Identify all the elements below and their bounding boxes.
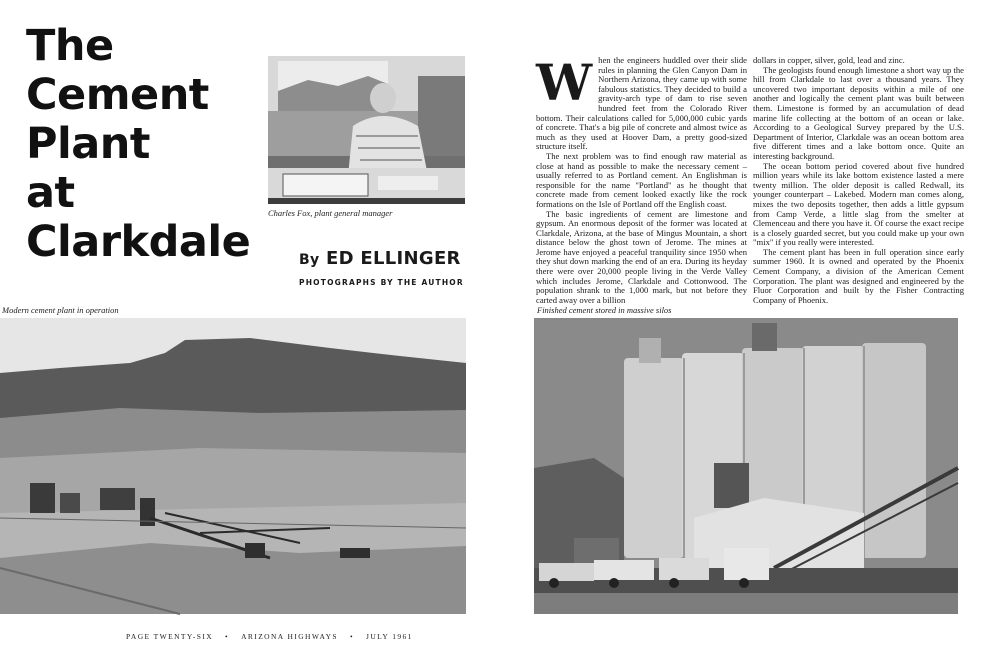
portrait-photo (268, 56, 465, 204)
paragraph: The next problem was to find enough raw material as close at hand as possible to make the necessary cement – usually referred to as Portland cement. An Englishman is responsible for the name "Portland" as he thought that concrete made from cement looked exactly like the rock formations on the Isle of Portland off the English coast. (536, 150, 747, 209)
silos-photo-caption: Finished cement stored in massive silos (537, 305, 672, 315)
title-line: at (26, 168, 75, 218)
title-line: Cement (26, 70, 209, 120)
paragraph: The cement plant has been in full operation since early summer 1960. It is owned and operated by the Phoenix Cement Company, a division of the American Cement Corporation. The plant was designed and engineered by the Fluor Corporation and built by the Fisher Contracting Company of Phoenix. (753, 246, 964, 305)
article-title (26, 22, 256, 267)
body-column-2 (753, 55, 964, 305)
silos-photo (534, 318, 958, 614)
byline-author: ED ELLINGER (325, 248, 461, 269)
photo-credit: PHOTOGRAPHS BY THE AUTHOR (299, 278, 464, 287)
plant-photo-caption: Modern cement plant in operation (2, 305, 119, 315)
paragraph: The geologists found enough limestone a short way up the hill from Clarkdale to last over a thousand years. They uncovered two important deposits within a mile of one another and logically the cement plant was built between them. Limestone is formed by an accumulation of dead marine life collecting at the bottom of an ocean or lake. According to a Geological Survey prepared by the U.S. Department of Interior, Clarkdale was an ocean bottom area five different times and a lake bottom once. Quite an interesting background. (753, 64, 964, 161)
paragraph: dollars in copper, silver, gold, lead and zinc. (753, 55, 905, 65)
folio-page: PAGE TWENTY-SIX (126, 632, 214, 641)
folio-date: JULY 1961 (366, 632, 413, 641)
paragraph: The ocean bottom period covered about five hundred million years while its lake bottom existence lasted a mere twenty million. The older deposit is called Redwall, its younger counterpart – Lakebed. Modern man comes along, mixes the two deposits together, then adds a little gypsum from Camp Verde, a little slag from the smelter at Clemenceau and there you have it. Of course the exact recipe is a closely guarded secret, but you could make up your own "mix" if you really were interested. (753, 160, 964, 248)
paragraph: hen the engineers huddled over their slide rules in planning the Glen Canyon Dam in Northern Arizona, they came up with some fabulous statistics. They decided to build a gravity-arch type of dam to rise seven hundred feet from the Colorado River bottom. Their calculations called for 5,000,000 cubic yards of concrete. That's a big pile of concrete and almost twice as much as they used at Hoover Dam, a pretty good-sized structure itself. (536, 55, 747, 152)
folio-magazine: ARIZONA HIGHWAYS (241, 632, 338, 641)
drop-cap: W (536, 53, 593, 112)
byline (299, 248, 461, 269)
page-folio: PAGE TWENTY-SIX • ARIZONA HIGHWAYS • JULY 1961 (126, 632, 413, 641)
portrait-caption: Charles Fox, plant general manager (268, 208, 393, 218)
title-line: Clarkdale (26, 217, 251, 267)
title-line: Plant (26, 119, 150, 169)
paragraph: The basic ingredients of cement are limestone and gypsum. An enormous deposit of the former was located at Clarkdale, Arizona, at the base of Mingus Mountain, a short distance below the ghost town of Jerome. The mines at Jerome have enjoyed a peaceful tranquility since 1950 when they shut down marking the end of an era. During its heyday there were over 20,000 people living in the Verde Valley which includes Jerome, Clarkdale and Cottonwood. The population shrank to the 1,000 mark, but not before they carted away over a billion (536, 208, 747, 305)
body-column-1 (536, 53, 747, 305)
byline-by: By (299, 252, 320, 268)
title-line: The (26, 21, 114, 71)
cement-plant-photo (0, 318, 466, 614)
